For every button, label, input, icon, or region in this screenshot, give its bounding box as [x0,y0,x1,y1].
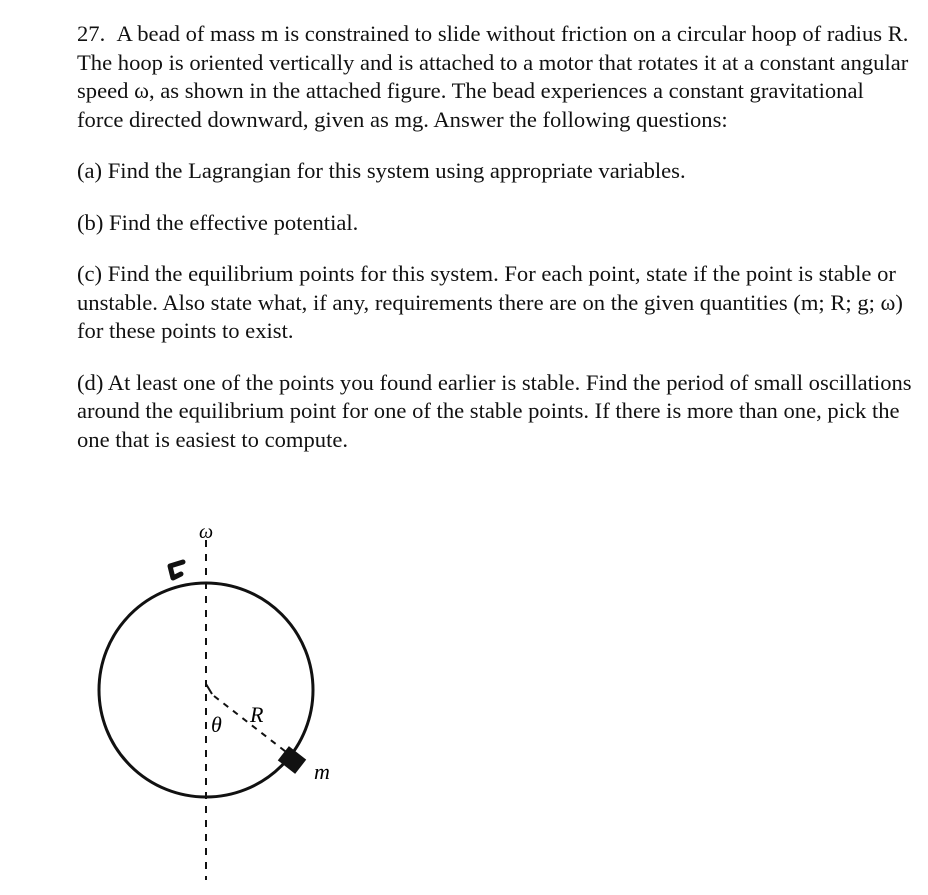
part-a-label: (a) [77,158,103,183]
hoop-diagram [80,510,380,890]
part-b-text: Find the effective potential. [109,209,359,235]
part-d [77,369,912,455]
part-c-label: (c) [77,261,103,286]
part-a-text: Find the Lagrangian for this system using appropriate variables. [107,158,686,183]
omega-label: ω [198,521,214,543]
theta-label: θ [211,712,222,737]
problem-27 [77,20,912,477]
problem-stem-text: A bead of mass m is constrained to slide without friction on a circular hoop of radius R. The hoop is oriented vertically and is attached to a motor that rotates it at a constant angular speed ω, as shown in the attached figure. The bead experiences a constant gravitational force directed downward, given as mg. Answer the following questions: [77,21,909,132]
part-b [77,209,912,238]
bead [278,746,306,774]
problem-number: 27. [77,21,106,46]
angle-tick [206,684,212,694]
part-b-label: (b) [77,209,104,235]
part-a [77,157,912,186]
rotation-arrow-icon [170,562,183,578]
radius-label: R [250,702,264,727]
problem-stem [77,20,912,134]
part-d-label: (d) [77,369,104,395]
part-c-text: Find the equilibrium points for this system. For each point, state if the point is stable or unstable. Also state what, if any, requirements there are on the given quantities (m; R; g; ω) for these points to exist. [77,261,903,343]
part-d-text: At least one of the points you found earlier is stable. Find the period of small oscillations around the equilibrium point for one of the stable points. If there is more than one, pick the one that is easiest to compute. [77,369,912,452]
part-c [77,260,912,346]
mass-label: m [314,759,330,784]
hoop-figure [80,510,380,890]
